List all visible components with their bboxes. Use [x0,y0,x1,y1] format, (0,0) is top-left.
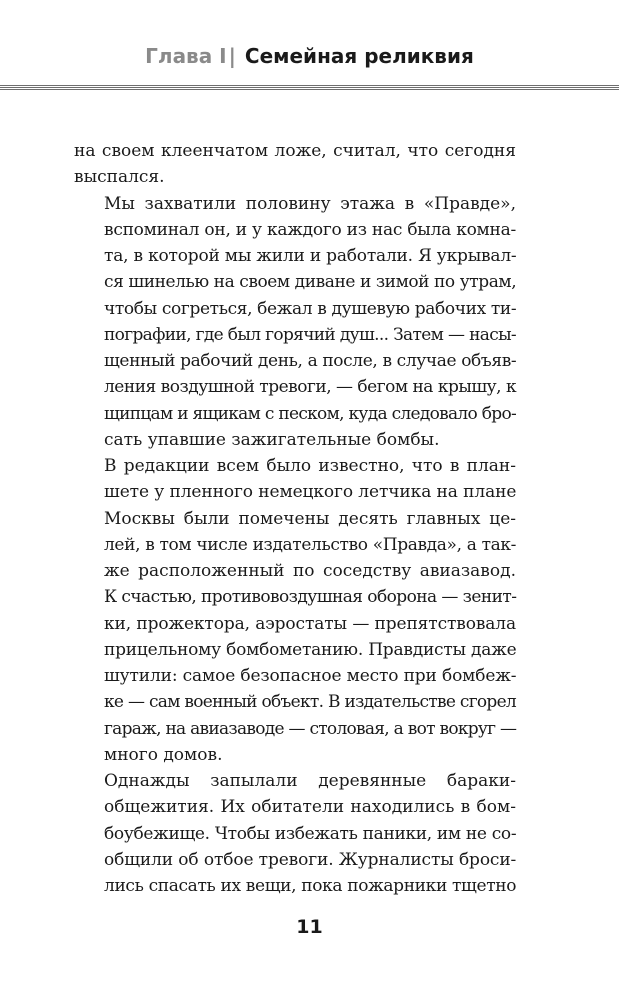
text-line: та, в которой мы жили и работали. Я укрывал- [104,246,517,266]
text-line: боубежище. Чтобы избежать паники, им не со- [104,823,517,844]
text-line: шете у пленного немецкого летчика на плане [104,482,517,503]
text-line: ки, прожектора, аэростаты — препятствовала [104,613,516,634]
paragraph [74,138,516,191]
text-line: Однажды запылали деревянные бараки- [104,771,516,791]
text-line: сать упавшие зажигательные бомбы. [104,429,440,450]
chapter-title: Семейная реликвия [244,44,474,68]
text-line: щипцам и ящикам с песком, куда следовало бро- [104,403,516,424]
text-line: К счастью, противовоздушная оборона — зенит- [104,587,517,608]
text-line: Мы захватили половину этажа в «Правде», [104,193,516,214]
text-line: лись спасать их вещи, пока пожарники тщетно [104,876,517,896]
text-line: общежития. Их обитатели находились в бом- [104,797,516,818]
paragraph [74,453,516,768]
paragraph [74,768,516,899]
text-line: пографии, где был горячий душ... Затем — насы- [104,324,516,345]
paragraph [74,191,516,454]
text-line: общили об отбое тревоги. Журналисты броси- [104,849,517,870]
text-line: гараж, на авиазаводе — столовая, а вот вокруг — [104,718,517,739]
text-line: шутили: самое безопасное место при бомбеж- [104,666,517,686]
text-line: лей, в том числе издательство «Правда», а так- [104,534,516,555]
text-line: Москвы были помечены десять главных це- [104,508,516,529]
running-header [0,42,619,70]
text-line: много домов. [104,744,223,765]
text-line: прицельному бомбометанию. Правдисты даже [104,639,517,660]
body-text [74,138,516,899]
text-line: на своем клеенчатом ложе, считал, что сегодня [74,141,516,161]
text-line: В редакции всем было известно, что в план- [104,456,516,476]
text-line: ся шинелью на своем диване и зимой по утрам, [104,272,517,293]
text-line: же расположенный по соседству авиазавод. [104,561,516,581]
header-rule [0,85,619,91]
text-line: ке — сам военный объект. В издательстве сгорел [104,692,516,713]
text-line: щенный рабочий день, а после, в случае объяв- [104,351,517,371]
chapter-label: Глава I [145,44,227,68]
page-number: 11 [296,916,323,938]
header-separator: | [228,44,236,68]
text-line: выспался. [74,167,165,188]
text-line: вспоминал он, и у каждого из нас была комна- [104,219,516,240]
text-line: чтобы согреться, бежал в душевую рабочих ти- [104,298,517,319]
text-line: ления воздушной тревоги, — бегом на крышу, к [104,377,517,398]
